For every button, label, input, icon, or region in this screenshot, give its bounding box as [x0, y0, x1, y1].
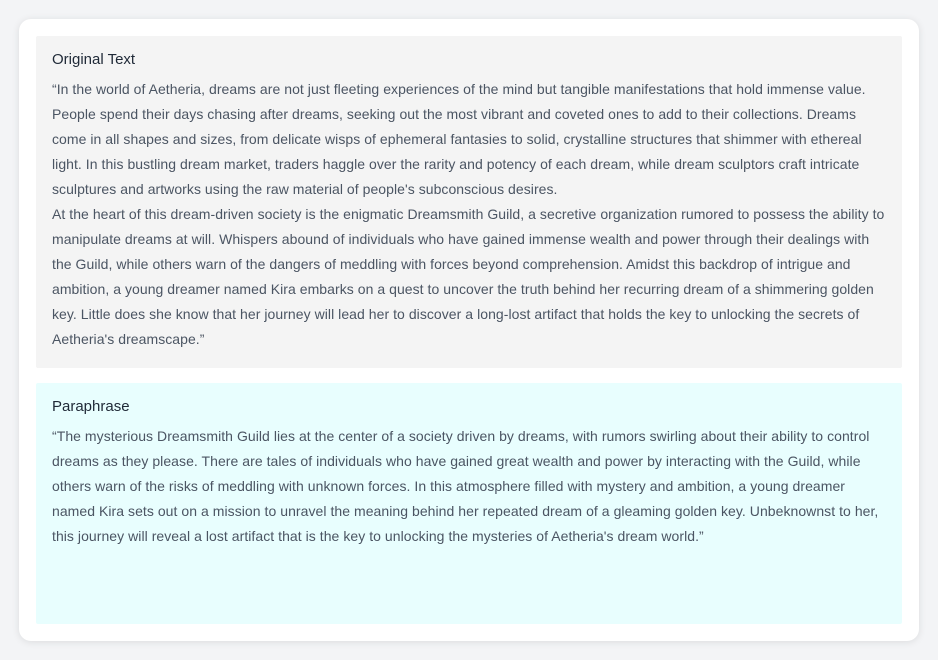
original-text-panel	[36, 36, 902, 368]
paraphrase-panel	[36, 383, 902, 624]
paraphrase-paragraph-1: “The mysterious Dreamsmith Guild lies at the center of a society driven by dreams, with rumors swirling about their ability to control dreams as they please. There are tales of individuals who have gained great wealth and power by interacting with the Guild, while others warn of the risks of meddling with unknown forces. In this atmosphere filled with mystery and ambition, a young dreamer named Kira sets out on a mission to unravel the meaning behind her repeated dream of a gleaming golden key. Unbeknownst to her, this journey will reveal a lost artifact that is the key to unlocking the mysteries of Aetheria's dream world.”	[52, 428, 879, 544]
original-text-title: Original Text	[52, 51, 136, 68]
original-text-body	[52, 77, 886, 352]
original-paragraph-2: At the heart of this dream-driven society is the enigmatic Dreamsmith Guild, a secretive organization rumored to possess the ability to manipulate dreams at will. Whispers abound of individuals who have gained immense wealth and power through their dealings with the Guild, while others warn of the dangers of meddling with forces beyond comprehension. Amidst this backdrop of intrigue and ambition, a young dreamer named Kira embarks on a quest to uncover the truth behind her recurring dream of a shimmering golden key. Little does she know that her journey will lead her to discover a long-lost artifact that holds the key to unlocking the secrets of Aetheria's dreamscape.”	[52, 206, 885, 347]
paraphrase-body	[52, 424, 886, 549]
comparison-card	[19, 19, 919, 641]
paraphrase-title: Paraphrase	[52, 398, 130, 415]
original-paragraph-1: “In the world of Aetheria, dreams are not just fleeting experiences of the mind but tangible manifestations that hold immense value. People spend their days chasing after dreams, seeking out the most vibrant and coveted ones to add to their collections. Dreams come in all shapes and sizes, from delicate wisps of ephemeral fantasies to solid, crystalline structures that shimmer with ethereal light. In this bustling dream market, traders haggle over the rarity and potency of each dream, while dream sculptors craft intricate sculptures and artworks using the raw material of people's subconscious desires.	[52, 81, 866, 197]
